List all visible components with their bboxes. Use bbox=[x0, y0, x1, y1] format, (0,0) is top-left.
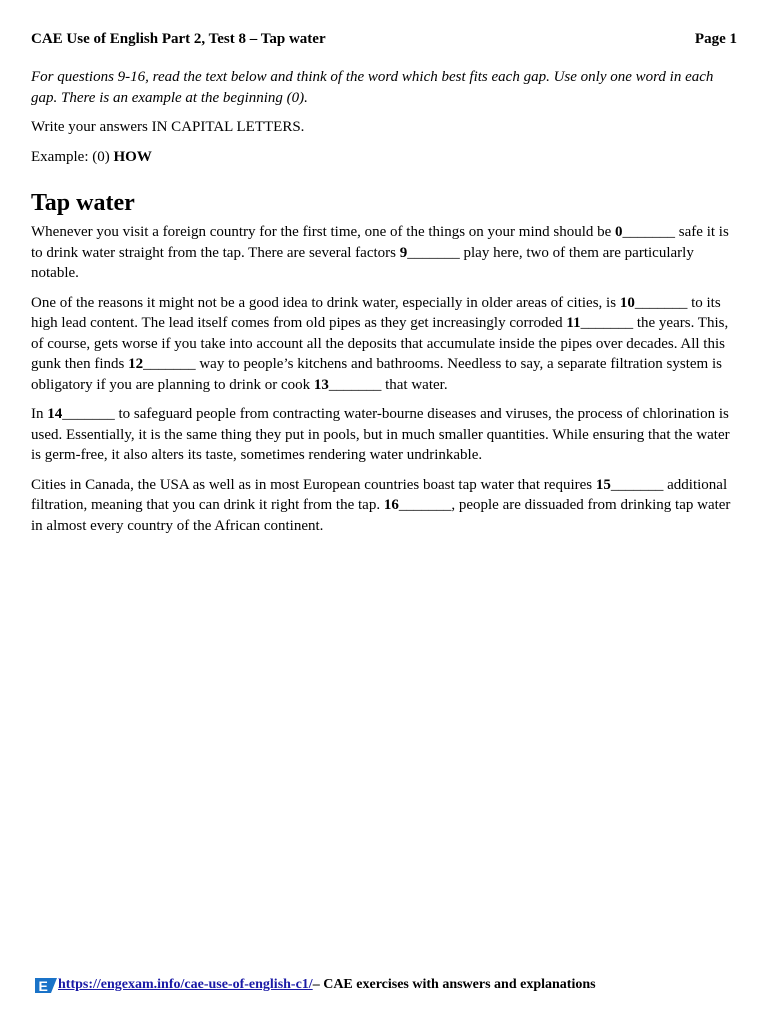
header-title: CAE Use of English Part 2, Test 8 – Tap water bbox=[31, 31, 326, 47]
svg-text:E: E bbox=[38, 978, 48, 994]
gap-13 bbox=[314, 377, 382, 393]
gapped-text bbox=[31, 222, 737, 545]
gap-blank: _______ bbox=[143, 356, 196, 372]
gap-blank: _______ bbox=[407, 244, 460, 261]
gap-number: 15 bbox=[595, 476, 611, 493]
text-segment: to its high lead content. The lead itself comes from old pipes as they get increasingly corroded bbox=[31, 294, 721, 331]
gap-10 bbox=[620, 295, 688, 311]
text-title: Tap water bbox=[31, 190, 135, 216]
text-segment: In bbox=[31, 406, 48, 422]
gap-11 bbox=[566, 315, 633, 331]
text-segment: , people are dissuaded from drinking tap water in almost every country of the African continent. bbox=[31, 497, 731, 534]
gap-number: 14 bbox=[47, 406, 63, 422]
page-number: Page 1 bbox=[694, 31, 737, 47]
gap-9 bbox=[400, 245, 460, 261]
text-segment: that water. bbox=[381, 376, 448, 393]
footer-tagline: – CAE exercises with answers and explanations bbox=[312, 977, 596, 992]
instructions bbox=[31, 67, 737, 176]
task-instructions: For questions 9-16, read the text below and think of the word which best fits each gap. Use only one word in each gap. There is an example at the beginning (0). bbox=[31, 69, 714, 106]
page-footer bbox=[33, 975, 596, 997]
text-segment: to safeguard people from contracting water-bourne diseases and viruses, the process of chlorination is used. Essentially, it is the same thing they put in pools, but in much smaller quantities. While ensuring that the water is germ-free, it also alters its taste, sometimes rendering water undrinkable. bbox=[31, 406, 730, 463]
gap-blank: _______ bbox=[62, 406, 115, 422]
gap-number: 10 bbox=[619, 294, 635, 311]
gap-blank: _______ bbox=[580, 315, 634, 331]
paragraph bbox=[31, 222, 737, 284]
page-header bbox=[31, 31, 737, 51]
gap-number: 13 bbox=[313, 376, 329, 393]
example-line bbox=[31, 147, 737, 168]
example-prefix: Example: (0) bbox=[31, 148, 114, 165]
gap-blank: _______ bbox=[634, 294, 688, 311]
text-segment: One of the reasons it might not be a good idea to drink water, especially in older areas of cities, is bbox=[31, 294, 620, 311]
footer-link[interactable]: https://engexam.info/cae-use-of-english-c1/ bbox=[58, 977, 313, 992]
gap-16 bbox=[384, 497, 452, 513]
gap-blank: _______ bbox=[610, 476, 664, 493]
text-segment: Cities in Canada, the USA as well as in most European countries boast tap water that requires bbox=[31, 476, 596, 493]
text-segment: way to people’s kitchens and bathrooms. Needless to say, a separate filtration system is obligatory if you are planning to drink or cook bbox=[31, 356, 722, 393]
gap-14 bbox=[47, 406, 115, 422]
example-answer: HOW bbox=[113, 148, 152, 165]
capitals-instruction: Write your answers IN CAPITAL LETTERS. bbox=[31, 119, 305, 135]
gap-number: 16 bbox=[383, 497, 399, 513]
gap-15 bbox=[596, 477, 664, 493]
gap-0 bbox=[615, 224, 675, 240]
gap-blank: _______ bbox=[328, 376, 382, 393]
engexam-logo-icon bbox=[33, 976, 57, 994]
gap-blank: _______ bbox=[622, 224, 676, 240]
gap-12 bbox=[128, 356, 196, 372]
text-segment: play here, two of them are particularly notable. bbox=[31, 244, 694, 281]
paragraph bbox=[31, 404, 737, 466]
paragraph bbox=[31, 475, 737, 537]
gap-number: 11 bbox=[566, 315, 581, 331]
gap-number: 0 bbox=[615, 224, 623, 240]
gap-number: 12 bbox=[128, 356, 144, 372]
text-segment: safe it is to drink water straight from the tap. There are several factors bbox=[31, 224, 729, 261]
text-segment: Whenever you visit a foreign country for the first time, one of the things on your mind should be bbox=[31, 224, 616, 240]
paragraph bbox=[31, 293, 737, 396]
text-segment: additional filtration, meaning that you can drink it right from the tap. bbox=[31, 476, 728, 513]
document-page bbox=[31, 0, 737, 1024]
gap-blank: _______ bbox=[398, 497, 452, 513]
gap-number: 9 bbox=[399, 244, 408, 261]
text-segment: the years. This, of course, gets worse if you take into account all the deposits that accumulate inside the pipes over decades. All this gunk then finds bbox=[31, 315, 729, 372]
